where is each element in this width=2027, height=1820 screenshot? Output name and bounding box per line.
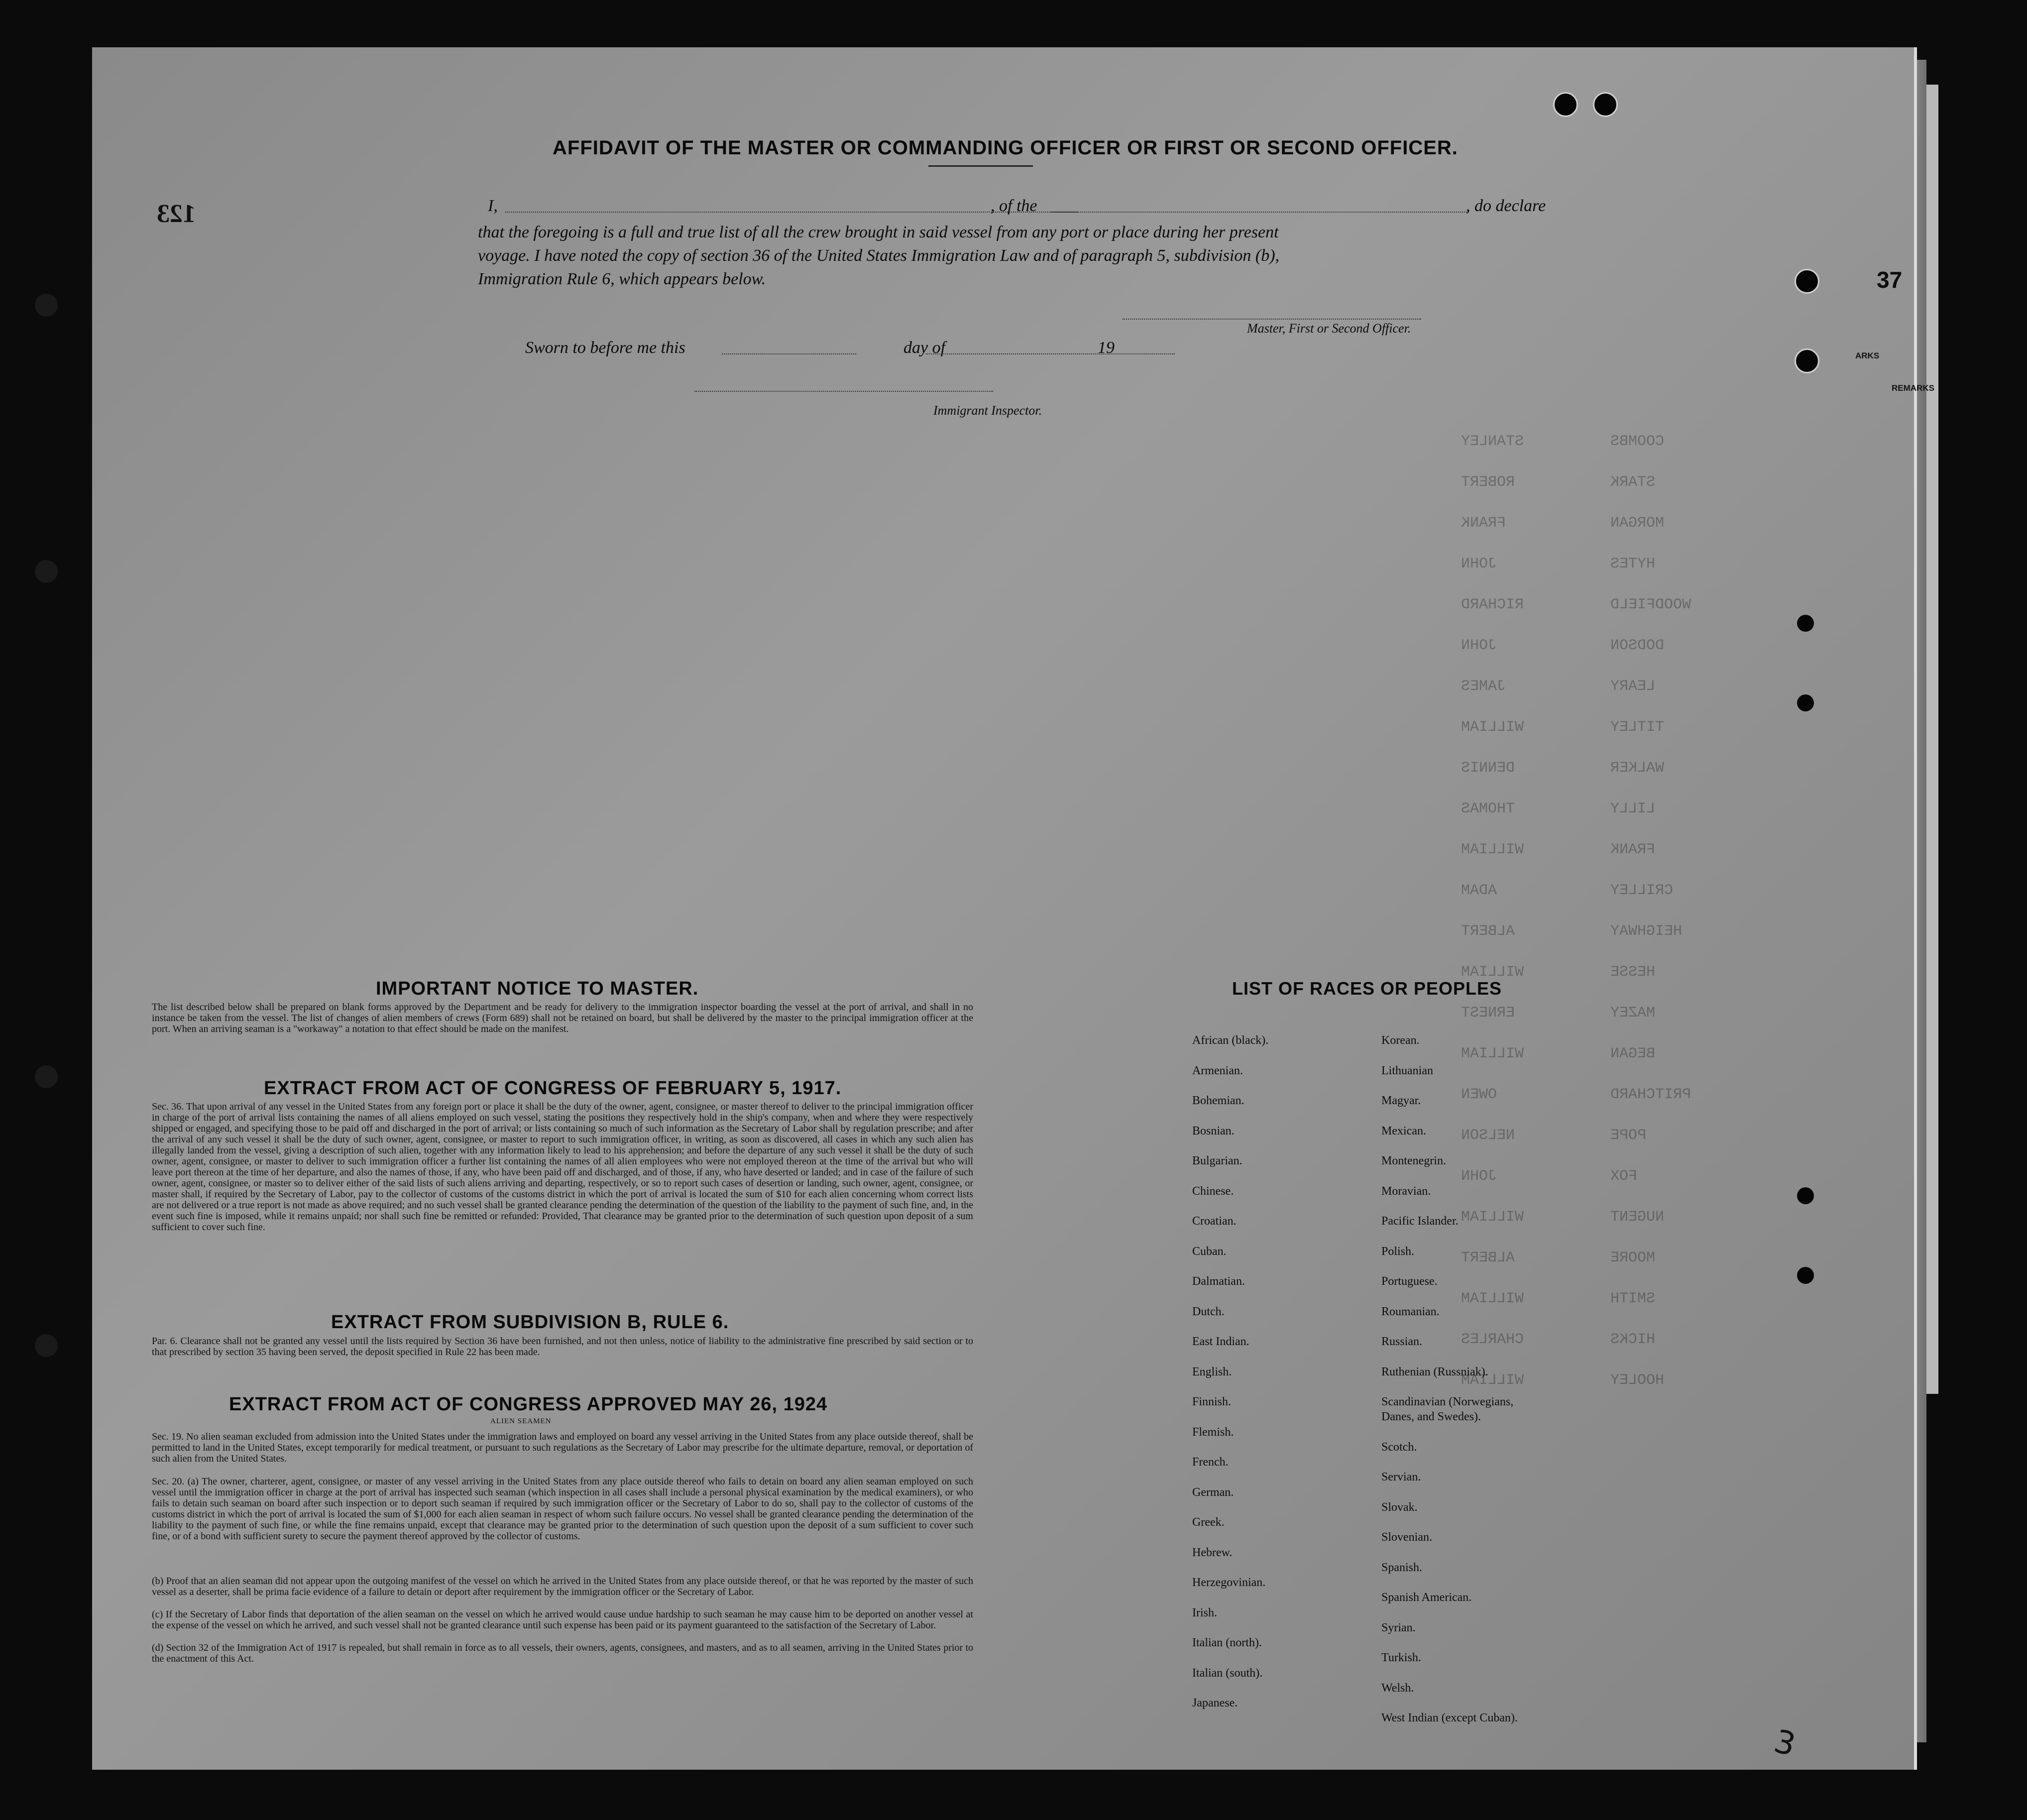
punch-hole (1795, 348, 1819, 373)
ghost-surname: COOMBS (1610, 433, 1665, 450)
race-scandinavian-cont: Danes, and Swedes). (1381, 1410, 1481, 1423)
left-edge-hole (35, 294, 58, 317)
race-item: West Indian (except Cuban). (1381, 1711, 1518, 1724)
ghost-firstname: ROBERT (1461, 474, 1515, 491)
affidavit-line3: voyage. I have noted the copy of section 36 of the United States Immigration Law and of paragraph 5, subdivision (b), (478, 246, 1280, 265)
ghost-firstname: THOMAS (1461, 800, 1515, 817)
race-item: Chinese. (1192, 1184, 1234, 1198)
ghost-firstname: WILLIAM (1461, 964, 1524, 981)
ghost-firstname: ERNEST (1461, 1005, 1515, 1022)
sworn-a: Sworn to before me this (525, 339, 685, 357)
race-item: Pacific Islander. (1381, 1215, 1459, 1228)
ghost-surname: TITLEY (1610, 719, 1665, 736)
binding-dot (1797, 1267, 1814, 1284)
race-item: Mexican. (1381, 1124, 1426, 1138)
race-item: Japanese. (1192, 1697, 1238, 1709)
extract1924-sec20d: (d) Section 32 of the Immigration Act of 1917 is repealed, but shall remain in force as to all vessels, their owners, agents, consignees, and masters, and as to all seamen, arriving in the United States prior to the enactment of this Act. (152, 1642, 973, 1664)
ghost-surname: HYTES (1610, 556, 1656, 572)
affidavit-line1-b: , of the (991, 197, 1037, 215)
race-item: Irish. (1192, 1606, 1217, 1619)
remarks-label: REMARKS (1892, 383, 1934, 393)
left-edge-hole (35, 1334, 58, 1357)
extract1924-sec20c: (c) If the Secretary of Labor finds that deportation of the alien seaman on the vessel on which he arrived would cause undue hardship to such seaman he may cause him to be deported on another vessel at the expense of the vessel on which he arrived, and such vessel shall not be granted clearance until such expense has been paid or its payment guaranteed to the satisfaction of the Secretary of Labor. (152, 1609, 973, 1631)
left-edge-hole (35, 1065, 58, 1088)
race-item: Ruthenian (Russniak). (1381, 1365, 1488, 1378)
ghost-surname: MORGAN (1610, 515, 1665, 532)
ghost-surname: WOODFIELD (1610, 596, 1691, 613)
race-item: Bohemian. (1192, 1094, 1244, 1107)
race-item: Turkish. (1381, 1651, 1421, 1664)
ghost-firstname: JOHN (1461, 1168, 1497, 1185)
race-item: Greek. (1192, 1516, 1225, 1529)
ghost-surname: MAZEY (1610, 1005, 1656, 1022)
sworn-b: day of (903, 339, 946, 357)
punch-hole (1795, 269, 1819, 294)
ghost-surname: POPE (1610, 1127, 1647, 1144)
ghost-surname: STARK (1610, 474, 1656, 491)
race-item: French. (1192, 1456, 1229, 1469)
ghost-firstname: OWEN (1461, 1086, 1497, 1103)
race-item: Moravian. (1381, 1184, 1431, 1198)
binding-dot (1797, 615, 1814, 632)
ghost-surname: FOX (1610, 1168, 1638, 1185)
extract1924-title: EXTRACT FROM ACT OF CONGRESS APPROVED MAY 26, 1924 (229, 1394, 828, 1415)
extract1924-sec20b: (b) Proof that an alien seaman did not appear upon the outgoing manifest of the vessel on which he arrived in the United States from any place outside thereof, or that he was reported by the master of such vessel as a deserter, shall be prima facie evidence of a failure to detain or deport after requirement by the immigration officer or the Secretary of Labor. (152, 1576, 973, 1597)
inspector-label: Immigrant Inspector. (933, 403, 1042, 418)
ghost-surname: SMITH (1610, 1290, 1656, 1307)
page-number-right: 37 (1877, 267, 1903, 293)
race-item: Hebrew. (1192, 1546, 1233, 1559)
race-item: Italian (north). (1192, 1636, 1262, 1649)
punch-hole (1593, 92, 1618, 117)
vessel-blank (1050, 212, 1468, 213)
race-item: Italian (south). (1192, 1666, 1263, 1680)
ghost-firstname: ALBERT (1461, 1250, 1515, 1266)
ghost-surname: LEARY (1610, 678, 1656, 695)
extract1917-body: Sec. 36. That upon arrival of any vessel in the United States from any foreign port or place it shall be the duty of the owner, agent, consignee, or master thereof to deliver to the principal immigration officer in charge of the port of arrival lists containing the names of all aliens employed on such vessel, stating the positions they respectively hold in the ship's company, when and where they were respectively shipped or engaged, and specifying those to be paid off and discharged in the port of arrival; or lists containing so much of such information as the Secretary of Labor shall by regulation prescribe; and after the arrival of any such vessel it shall be the duty of such owner, agent, consignee, or master to report to such immigration officer, in writing, as soon as discovered, all cases in which any such alien has illegally landed from the vessel, giving a description of such alien, together with any information likely to lead to his apprehension; and before the departure of any such vessel it shall be the duty of such owner, agent, consignee, or master to deliver to such immigration officer a further list containing the names of all alien employees who were not employed thereon at the time of the arrival but who will leave port thereon at the time of her departure, and also the names of those, if any, who have been paid off and discharged, and of those, if any, who have deserted or landed; and in case of the failure of such owner, agent, consignee, or master so to deliver either of the said lists of such aliens arriving and departing, respectively, or so to report such cases of desertion or landing, such owner, agent, consignee, or master shall, if required by the Secretary of Labor, pay to the collector of customs of the customs district in which the port of arrival is located the sum of $10 for each alien concerning whom correct lists are not delivered or a true report is not made as above required; and no such vessel shall be granted clearance pending the determination of the question of the liability to the payment of such fine, and, in the event such fine is imposed, while it remains unpaid; nor shall such fine be remitted or refunded: Provided, That clearance may be granted prior to the determination of such question upon deposit of a sum sufficient to cover such fine. (152, 1101, 973, 1233)
ghost-surname: CRILLEY (1610, 882, 1674, 899)
race-item: Russian. (1381, 1335, 1423, 1348)
race-item: Korean. (1381, 1034, 1420, 1047)
affidavit-line2: that the foregoing is a full and true list of all the crew brought in said vessel from any port or place during her present (478, 223, 1279, 241)
arks-label: ARKS (1855, 351, 1880, 360)
title-underline (928, 165, 1033, 167)
ghost-firstname: JAMES (1461, 678, 1506, 695)
race-item: English. (1192, 1365, 1232, 1378)
race-item: Dutch. (1192, 1305, 1225, 1318)
race-item: Cuban. (1192, 1245, 1227, 1258)
rule6-title: EXTRACT FROM SUBDIVISION B, RULE 6. (331, 1312, 729, 1333)
ghost-firstname: WILLIAM (1461, 841, 1524, 858)
signature-line (1123, 319, 1421, 320)
ghost-firstname: ADAM (1461, 882, 1497, 899)
ghost-surname: HEIGHWAY (1610, 923, 1683, 940)
manifest-sheet (92, 47, 1934, 1770)
extract1924-sec19: Sec. 19. No alien seaman excluded from admission into the United States under the immigration laws and employed on board any vessel arriving in the United States from any place outside thereof, shall be permitted to land in the United States, except temporarily for medical treatment, or pursuant to such regulations as the Secretary of Labor may prescribe for the ultimate departure, removal, or deportation of such alien from the United States. (152, 1431, 973, 1464)
ghost-surname: HICKS (1610, 1331, 1656, 1348)
race-item: Montenegrin. (1381, 1154, 1446, 1167)
ghost-firstname: NELSON (1461, 1127, 1515, 1144)
race-item: Bosnian. (1192, 1124, 1235, 1138)
ghost-surname: HOOLEY (1610, 1372, 1665, 1389)
inspector-line (694, 391, 993, 392)
race-item: East Indian. (1192, 1335, 1249, 1348)
race-item: German. (1192, 1485, 1234, 1499)
ghost-surname: MOORE (1610, 1250, 1656, 1266)
ghost-firstname: WILLIAM (1461, 1372, 1524, 1389)
ghost-firstname: WILLIAM (1461, 1045, 1524, 1062)
race-item: Portuguese. (1381, 1275, 1438, 1288)
binding-dot (1797, 1187, 1814, 1204)
ghost-firstname: CHARLES (1461, 1331, 1524, 1348)
race-item: Syrian. (1381, 1621, 1416, 1634)
ghost-firstname: JOHN (1461, 556, 1497, 572)
ghost-surname: FRANK (1610, 841, 1656, 858)
ghost-firstname: WILLIAM (1461, 1290, 1524, 1307)
race-item: Bulgarian. (1192, 1154, 1242, 1167)
ghost-firstname: WILLIAM (1461, 719, 1524, 736)
race-item: Dalmatian. (1192, 1275, 1245, 1288)
race-item: Slovenian. (1381, 1531, 1432, 1544)
ghost-surname: PRITCHARD (1610, 1086, 1691, 1103)
race-item: Croatian. (1192, 1215, 1237, 1228)
ghost-surname: DODSON (1610, 637, 1665, 654)
affidavit-line4: Immigration Rule 6, which appears below. (478, 270, 766, 288)
alien-seamen-subtitle: ALIEN SEAMEN (490, 1417, 552, 1425)
ghost-firstname: DENNIS (1461, 760, 1515, 777)
race-item: Finnish. (1192, 1395, 1232, 1408)
ghost-surname: WALKER (1610, 760, 1665, 777)
affidavit-line1-c: , do declare (1466, 197, 1546, 215)
punch-hole (1553, 92, 1578, 117)
ghost-firstname: FRANK (1461, 515, 1506, 532)
race-item: Slovak. (1381, 1500, 1418, 1514)
extract1924-sec20a: Sec. 20. (a) The owner, charterer, agent, consignee, or master of any vessel arriving in the United States from any place outside thereof who fails to detain on board any alien seaman employed on such vessel until the immigration officer in charge at the port of arrival has inspected such seaman (which inspection in all cases shall include a personal physical examination by the medical examiners), or who fails to detain such seaman on board after such inspection or to deport such seaman if required by such immigration officer or the Secretary of Labor to do so, shall pay to the collector of customs of the customs district in which the port of arrival is located the sum of $1,000 for each alien seaman in respect of whom such failure occurs. No vessel shall be granted clearance pending the determination of the liability to the payment of such fine, or while the fine remains unpaid, except that clearance may be granted prior to the determination of such question upon the deposit of a sum sufficient to cover such fine, or of a bond with sufficient surety to secure the payment thereof approved by the collector of customs. (152, 1476, 973, 1542)
binding-dot (1797, 694, 1814, 711)
ghost-surname: HESSE (1610, 964, 1656, 981)
ghost-firstname: RICHARD (1461, 596, 1524, 613)
ghost-firstname: STANLEY (1461, 433, 1524, 450)
race-item: Lithuanian (1381, 1064, 1433, 1077)
race-item: Spanish. (1381, 1561, 1423, 1574)
race-item: Scandinavian (Norwegians, (1381, 1395, 1514, 1408)
month-blank (926, 353, 1175, 354)
ghost-surname: BEGAN (1610, 1045, 1656, 1062)
master-label: Master, First or Second Officer. (1247, 321, 1411, 336)
ghost-firstname: WILLIAM (1461, 1209, 1524, 1226)
ghost-firstname: ALBERT (1461, 923, 1515, 940)
ghost-surname: NUGENT (1610, 1209, 1665, 1226)
notice-body: The list described below shall be prepared on blank forms approved by the Department and be ready for delivery to the immigration inspector boarding the vessel at the port of arrival, and shall in no instance be taken from the vessel. The list of changes of alien members of crews (Form 689) shall not be retained on board, but shall be delivered by the master to the principal immigration officer at the port. When an arriving seaman is a "workaway" a notation to that effect should be made on the manifest. (152, 1002, 973, 1034)
race-item: Magyar. (1381, 1094, 1421, 1107)
race-item: Roumanian. (1381, 1305, 1440, 1318)
race-item: Polish. (1381, 1245, 1415, 1258)
race-item: Servian. (1381, 1471, 1421, 1483)
race-item: Welsh. (1381, 1681, 1414, 1695)
race-item: Armenian. (1192, 1064, 1243, 1077)
race-item: African (black). (1192, 1034, 1269, 1047)
rule6-body: Par. 6. Clearance shall not be granted any vessel until the lists required by Section 36 have been furnished, and not then unless, notice of liability to the administrative fine prescribed by said section or to that prescribed by section 35 having been served, the deposit specified in Rule 22 has been made. (152, 1336, 973, 1358)
day-blank (722, 353, 856, 354)
race-item: Herzegovinian. (1192, 1576, 1266, 1589)
ghost-firstname: JOHN (1461, 637, 1497, 654)
extract1917-title: EXTRACT FROM ACT OF CONGRESS OF FEBRUARY 5, 1917. (264, 1078, 842, 1099)
notice-title: IMPORTANT NOTICE TO MASTER. (376, 978, 699, 999)
handwritten-mark: 3 (1770, 1722, 1800, 1764)
race-item: Scotch. (1381, 1440, 1417, 1454)
left-edge-hole (35, 560, 58, 583)
ghost-surname: LILLY (1610, 800, 1656, 817)
page-number-left: 123 (157, 200, 196, 228)
race-item: Spanish American. (1381, 1591, 1472, 1604)
race-item: Flemish. (1192, 1425, 1234, 1439)
sworn-c: 19 (1098, 339, 1115, 357)
affidavit-title: AFFIDAVIT OF THE MASTER OR COMMANDING OFFICER OR FIRST OR SECOND OFFICER. (553, 137, 1458, 159)
affidavit-line1-a: I, (488, 197, 498, 215)
races-title: LIST OF RACES OR PEOPLES (1232, 978, 1502, 999)
